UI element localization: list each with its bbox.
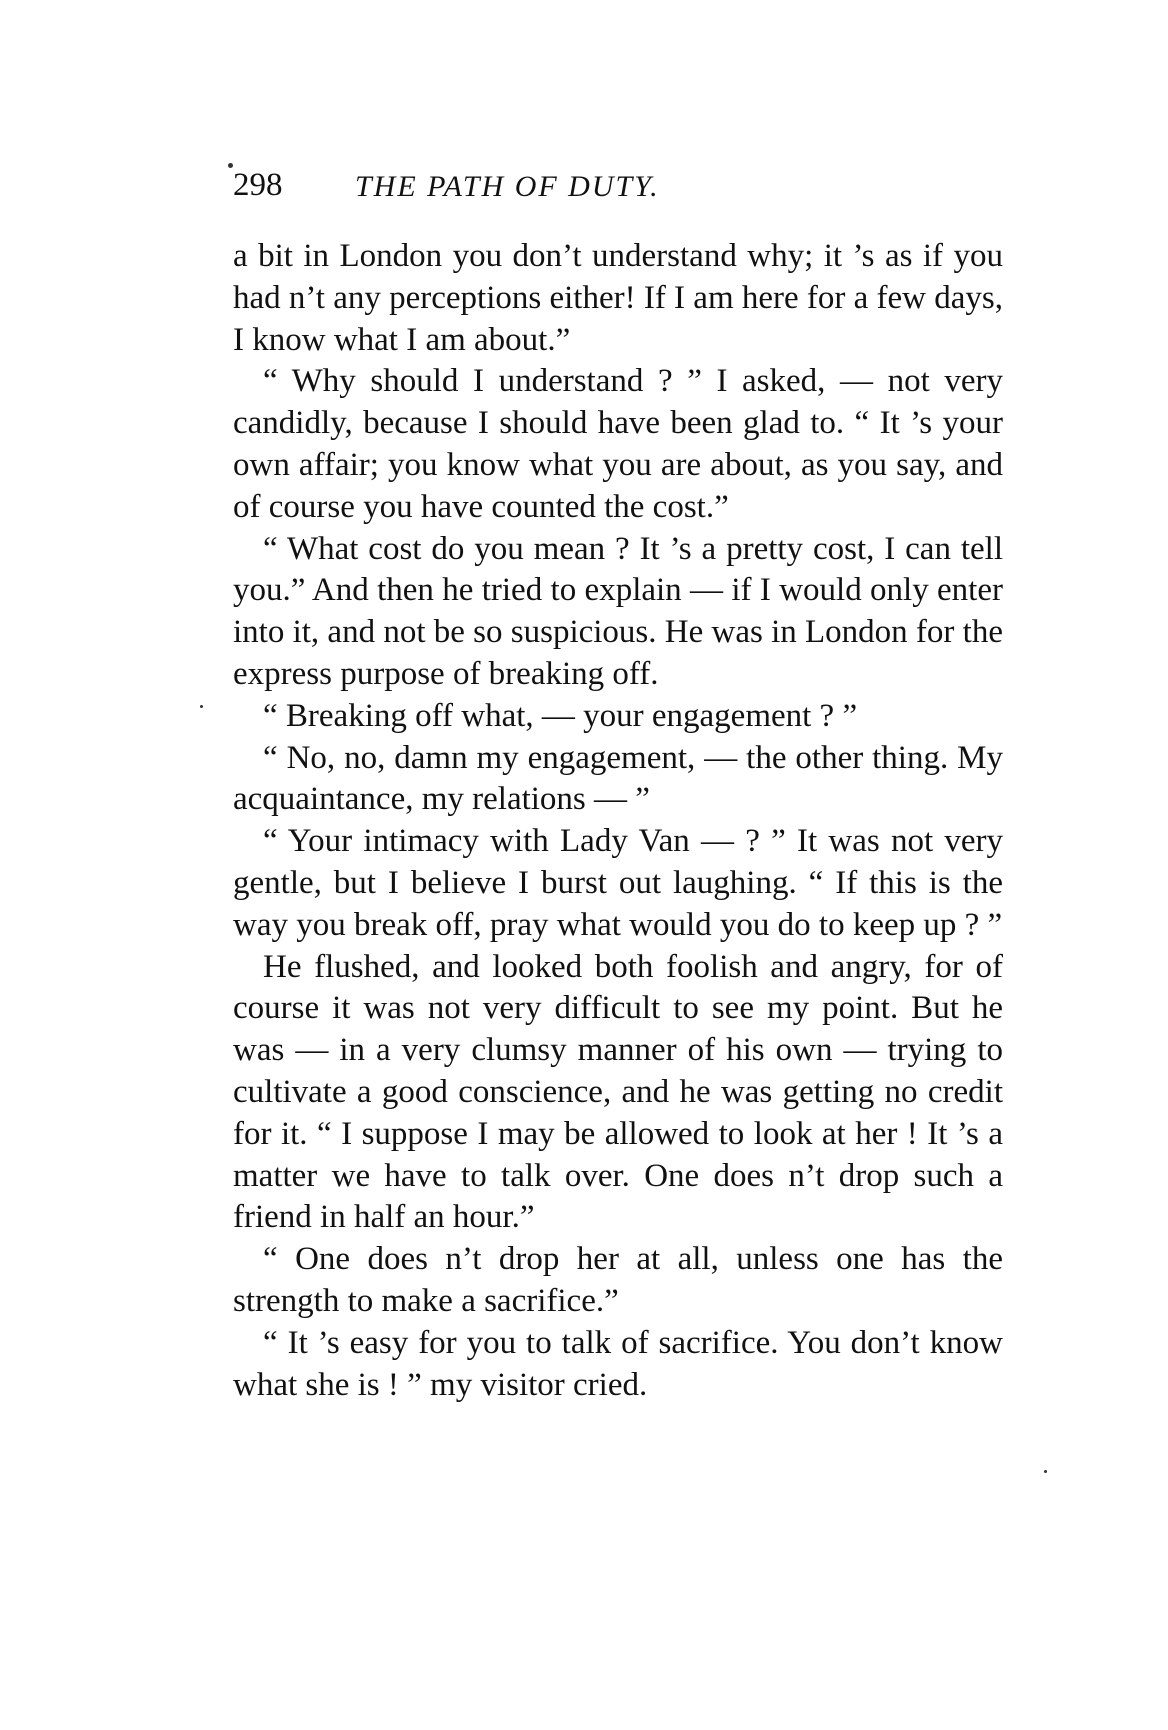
paragraph: He flushed, and looked both foolish and angry, for of course it was not very difficult to see my point. But he was — in a very clumsy manner of his own — trying to cultivate a good conscience, and he was getting no credit for it. “ I suppose I may be allowed to look at her ! It ’s a matter we have to talk over. One does n’t drop such a friend in half an hour.” [233, 948, 1003, 1236]
paragraph: a bit in London you don’t understand why; it ’s as if you had n’t any perceptions either! If I am here for a few days, I know what I am about.” [233, 238, 1003, 358]
page-header [233, 165, 1013, 215]
paragraph: “ No, no, damn my engagement, — the other thing. My acquaintance, my relations — ” [233, 739, 1003, 818]
page-number: 298 [233, 167, 283, 203]
print-speck [200, 705, 203, 708]
print-speck [1044, 1470, 1047, 1473]
body-text [233, 236, 1003, 1406]
paragraph: “ It ’s easy for you to talk of sacrifice. You don’t know what she is ! ” my visitor cried. [233, 1324, 1003, 1403]
print-speck [228, 163, 233, 168]
paragraph: “ Breaking off what, — your engagement ? ” [263, 697, 858, 734]
paragraph: “ One does n’t drop her at all, unless one has the strength to make a sacrifice.” [233, 1241, 1003, 1319]
paragraph: “ Your intimacy with Lady Van — ? ” It was not very gentle, but I believe I burst out laughing. “ If this is the way you break off, pray what would you do to keep up ? ” [233, 823, 1003, 943]
running-title: THE PATH OF DUTY. [355, 170, 660, 203]
paragraph: “ What cost do you mean ? It ’s a pretty cost, I can tell you.” And then he tried to explain — if I would only enter into it, and not be so suspicious. He was in London for the express purpose of breaking off. [233, 530, 1003, 692]
paragraph: “ Why should I understand ? ” I asked, — not very candidly, because I should have been glad to. “ It ’s your own affair; you know what you are about, as you say, and of course you have counted the cost.” [233, 363, 1003, 525]
